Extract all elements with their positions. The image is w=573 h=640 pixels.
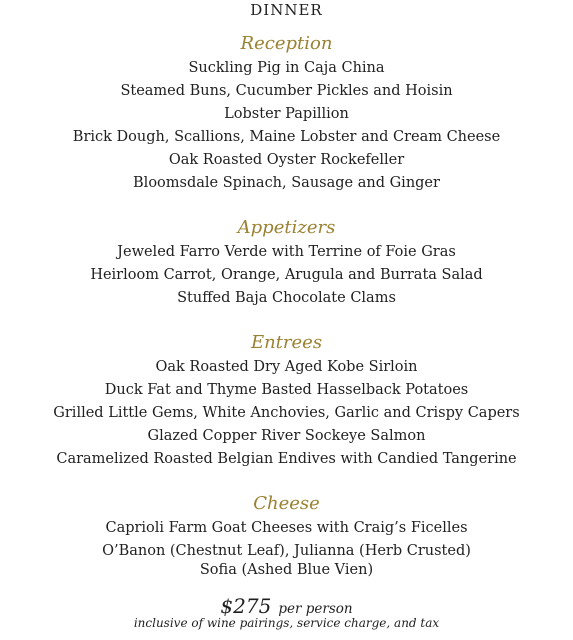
- menu-item: Grilled Little Gems, White Anchovies, Garlic and Crispy Capers: [53, 405, 520, 421]
- menu-item: Jeweled Farro Verde with Terrine of Foie Gras: [117, 244, 456, 260]
- menu-item: Duck Fat and Thyme Basted Hasselback Potatoes: [104, 382, 469, 398]
- section-heading-reception: Reception: [240, 33, 333, 54]
- menu-item: Heirloom Carrot, Orange, Arugula and Burrata Salad: [90, 267, 483, 283]
- menu-item: Oak Roasted Dry Aged Kobe Sirloin: [155, 359, 418, 375]
- menu-title: DINNER: [250, 1, 323, 19]
- menu-item: Suckling Pig in Caja China: [188, 60, 385, 76]
- menu-item: Caprioli Farm Goat Cheeses with Craig’s Ficelles: [105, 520, 468, 536]
- menu-item: Bloomsdale Spinach, Sausage and Ginger: [133, 175, 440, 191]
- menu-item: O’Banon (Chestnut Leaf), Julianna (Herb Crusted): [102, 543, 471, 559]
- menu-item: Glazed Copper River Sockeye Salmon: [147, 428, 426, 444]
- section-heading-cheese: Cheese: [253, 493, 320, 514]
- menu-item: Caramelized Roasted Belgian Endives with Candied Tangerine: [56, 451, 517, 467]
- section-heading-entrees: Entrees: [250, 332, 323, 353]
- menu-item: Brick Dough, Scallions, Maine Lobster and Cream Cheese: [72, 129, 501, 145]
- menu-item: Lobster Papillion: [224, 106, 349, 122]
- menu-item: Steamed Buns, Cucumber Pickles and Hoisin: [120, 83, 453, 99]
- section-heading-appetizers: Appetizers: [237, 217, 336, 238]
- price-amount: $275: [220, 594, 272, 618]
- menu-item: Oak Roasted Oyster Rockefeller: [168, 152, 405, 168]
- price-per-person: per person: [278, 601, 353, 617]
- menu-item: Sofia (Ashed Blue Vien): [199, 562, 374, 578]
- price-note: inclusive of wine pairings, service charge, and tax: [133, 616, 440, 630]
- menu-item: Stuffed Baja Chocolate Clams: [177, 290, 396, 306]
